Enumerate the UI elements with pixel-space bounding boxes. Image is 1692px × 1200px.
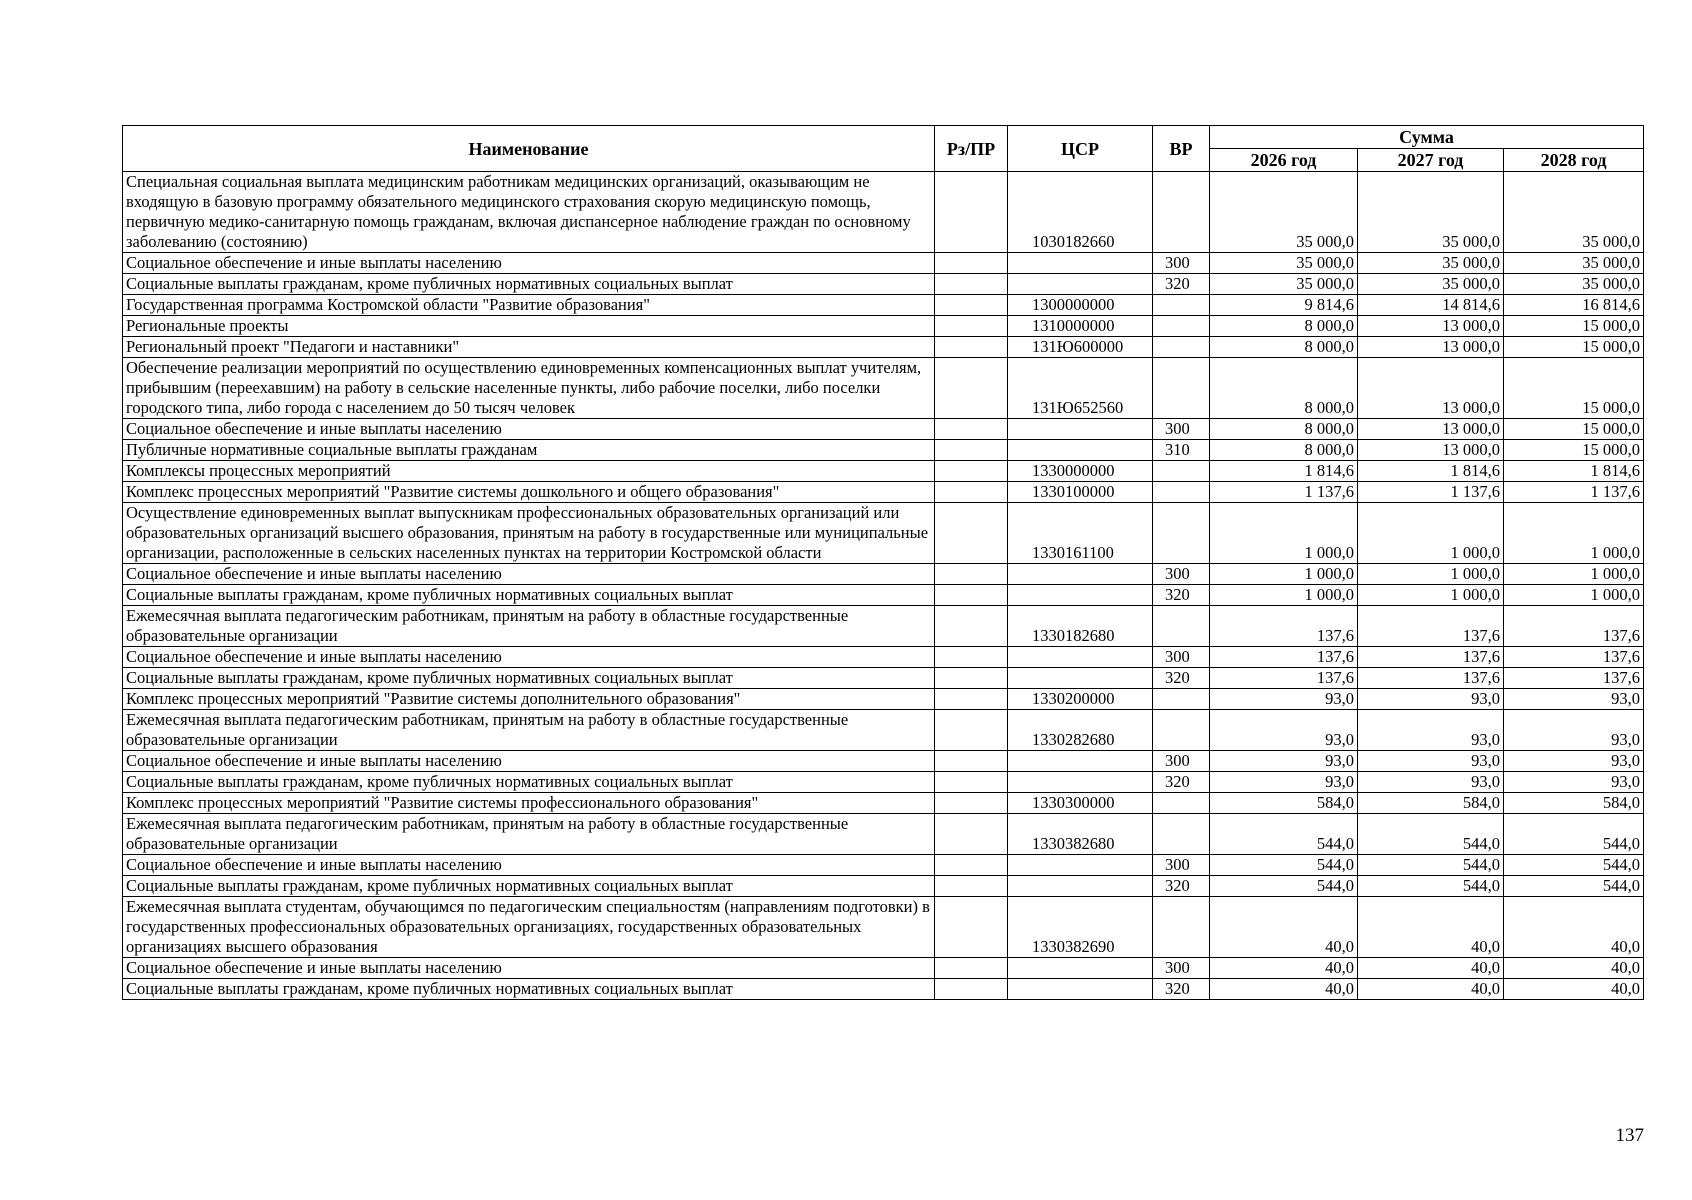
cell-name: Социальные выплаты гражданам, кроме публичных нормативных социальных выплат [123,585,935,606]
cell-2026: 1 000,0 [1210,503,1358,564]
cell-2028: 93,0 [1504,689,1644,710]
header-csr: ЦСР [1008,126,1153,172]
cell-2026: 8 000,0 [1210,316,1358,337]
cell-2026: 40,0 [1210,897,1358,958]
cell-2028: 35 000,0 [1504,253,1644,274]
cell-2027: 1 000,0 [1358,503,1504,564]
cell-2028: 93,0 [1504,772,1644,793]
cell-csr [1008,668,1153,689]
cell-csr: 1330000000 [1008,461,1153,482]
cell-name: Осуществление единовременных выплат выпускникам профессиональных образовательных организаций или образовательных организаций высшего образования, принятым на работу в государственные или муниципальные организации, расположенные в сельских населенных пунктах на территории Костромской области [123,503,935,564]
cell-name: Ежемесячная выплата студентам, обучающимся по педагогическим специальностям (направлениям подготовки) в государственных профессиональных образовательных организациях, государственных образовательных организациях высшего образования [123,897,935,958]
cell-vr [1153,295,1210,316]
cell-csr: 131Ю652560 [1008,358,1153,419]
cell-vr: 300 [1153,647,1210,668]
cell-vr [1153,337,1210,358]
cell-csr [1008,958,1153,979]
table-row [123,503,1644,564]
cell-vr: 320 [1153,876,1210,897]
table-row [123,689,1644,710]
cell-2027: 137,6 [1358,606,1504,647]
cell-csr: 1330382690 [1008,897,1153,958]
cell-2028: 15 000,0 [1504,337,1644,358]
cell-rzpr [935,814,1008,855]
table-row [123,814,1644,855]
cell-name: Публичные нормативные социальные выплаты гражданам [123,440,935,461]
cell-2028: 1 814,6 [1504,461,1644,482]
cell-vr: 320 [1153,772,1210,793]
cell-name: Социальное обеспечение и иные выплаты населению [123,958,935,979]
cell-2026: 35 000,0 [1210,253,1358,274]
cell-vr [1153,461,1210,482]
cell-2027: 1 000,0 [1358,564,1504,585]
cell-2027: 13 000,0 [1358,419,1504,440]
cell-name: Социальные выплаты гражданам, кроме публичных нормативных социальных выплат [123,979,935,1000]
cell-name: Обеспечение реализации мероприятий по осуществлению единовременных компенсационных выплат учителям, прибывшим (переехавшим) на работу в сельские населенные пункты, либо рабочие поселки, либо поселки городского типа, либо города с населением до 50 тысяч человек [123,358,935,419]
cell-2027: 13 000,0 [1358,358,1504,419]
table-row [123,274,1644,295]
table-row [123,606,1644,647]
cell-2026: 93,0 [1210,751,1358,772]
cell-name: Социальное обеспечение и иные выплаты населению [123,751,935,772]
cell-rzpr [935,958,1008,979]
cell-name: Социальные выплаты гражданам, кроме публичных нормативных социальных выплат [123,772,935,793]
cell-2026: 8 000,0 [1210,337,1358,358]
cell-2028: 16 814,6 [1504,295,1644,316]
cell-name: Социальные выплаты гражданам, кроме публичных нормативных социальных выплат [123,668,935,689]
cell-2027: 93,0 [1358,772,1504,793]
table-row [123,668,1644,689]
cell-2027: 137,6 [1358,668,1504,689]
cell-name: Ежемесячная выплата педагогическим работникам, принятым на работу в областные государственные образовательные организации [123,710,935,751]
cell-2028: 35 000,0 [1504,274,1644,295]
cell-2028: 40,0 [1504,958,1644,979]
cell-2027: 14 814,6 [1358,295,1504,316]
cell-vr [1153,503,1210,564]
cell-2026: 1 814,6 [1210,461,1358,482]
cell-vr: 300 [1153,751,1210,772]
cell-name: Специальная социальная выплата медицинским работникам медицинских организаций, оказывающим не входящую в базовую программу обязательного медицинского страхования скорую медицинскую помощь, первичную медико-санитарную помощь гражданам, включая диспансерное наблюдение граждан по основному заболеванию (состоянию) [123,172,935,253]
cell-csr [1008,855,1153,876]
cell-2027: 35 000,0 [1358,172,1504,253]
cell-2026: 8 000,0 [1210,440,1358,461]
cell-name: Социальное обеспечение и иные выплаты населению [123,564,935,585]
cell-csr [1008,751,1153,772]
table-row [123,585,1644,606]
cell-vr: 300 [1153,958,1210,979]
cell-vr: 300 [1153,419,1210,440]
budget-table-container [122,125,1643,1000]
cell-2027: 40,0 [1358,958,1504,979]
cell-vr [1153,793,1210,814]
cell-2026: 544,0 [1210,814,1358,855]
cell-2027: 137,6 [1358,647,1504,668]
cell-vr [1153,689,1210,710]
cell-2028: 1 137,6 [1504,482,1644,503]
cell-rzpr [935,585,1008,606]
cell-name: Комплексы процессных мероприятий [123,461,935,482]
cell-2027: 35 000,0 [1358,274,1504,295]
cell-vr: 300 [1153,253,1210,274]
table-row [123,647,1644,668]
cell-name: Социальные выплаты гражданам, кроме публичных нормативных социальных выплат [123,876,935,897]
cell-rzpr [935,897,1008,958]
cell-rzpr [935,689,1008,710]
cell-2026: 584,0 [1210,793,1358,814]
cell-2026: 93,0 [1210,710,1358,751]
cell-rzpr [935,419,1008,440]
cell-vr: 320 [1153,585,1210,606]
cell-2026: 93,0 [1210,772,1358,793]
cell-csr: 1300000000 [1008,295,1153,316]
cell-rzpr [935,668,1008,689]
cell-csr [1008,419,1153,440]
cell-2026: 93,0 [1210,689,1358,710]
table-row [123,461,1644,482]
cell-rzpr [935,461,1008,482]
header-vr: ВР [1153,126,1210,172]
cell-rzpr [935,793,1008,814]
cell-name: Комплекс процессных мероприятий "Развитие системы дошкольного и общего образования" [123,482,935,503]
table-row [123,751,1644,772]
cell-csr [1008,772,1153,793]
table-row [123,793,1644,814]
cell-2028: 544,0 [1504,814,1644,855]
table-row [123,855,1644,876]
cell-rzpr [935,253,1008,274]
cell-csr [1008,253,1153,274]
cell-name: Социальные выплаты гражданам, кроме публичных нормативных социальных выплат [123,274,935,295]
cell-name: Ежемесячная выплата педагогическим работникам, принятым на работу в областные государственные образовательные организации [123,814,935,855]
cell-2026: 40,0 [1210,979,1358,1000]
cell-rzpr [935,979,1008,1000]
cell-csr: 1330282680 [1008,710,1153,751]
table-body [123,172,1644,1000]
cell-2026: 8 000,0 [1210,358,1358,419]
cell-vr [1153,814,1210,855]
cell-rzpr [935,358,1008,419]
cell-name: Ежемесячная выплата педагогическим работникам, принятым на работу в областные государственные образовательные организации [123,606,935,647]
cell-vr [1153,358,1210,419]
cell-name: Региональные проекты [123,316,935,337]
cell-vr: 310 [1153,440,1210,461]
cell-2026: 1 000,0 [1210,564,1358,585]
cell-2028: 544,0 [1504,876,1644,897]
cell-rzpr [935,295,1008,316]
cell-csr: 1330161100 [1008,503,1153,564]
cell-2028: 544,0 [1504,855,1644,876]
cell-2027: 93,0 [1358,751,1504,772]
cell-2027: 40,0 [1358,897,1504,958]
cell-2026: 35 000,0 [1210,274,1358,295]
cell-name: Социальное обеспечение и иные выплаты населению [123,647,935,668]
cell-csr [1008,647,1153,668]
table-row [123,337,1644,358]
header-name: Наименование [123,126,935,172]
cell-2028: 137,6 [1504,668,1644,689]
cell-csr: 1330300000 [1008,793,1153,814]
cell-2027: 35 000,0 [1358,253,1504,274]
cell-2027: 13 000,0 [1358,316,1504,337]
cell-csr: 1310000000 [1008,316,1153,337]
cell-rzpr [935,316,1008,337]
table-row [123,482,1644,503]
cell-2026: 35 000,0 [1210,172,1358,253]
cell-vr: 320 [1153,979,1210,1000]
cell-2027: 584,0 [1358,793,1504,814]
table-row [123,710,1644,751]
cell-vr [1153,897,1210,958]
cell-csr: 1030182660 [1008,172,1153,253]
cell-rzpr [935,751,1008,772]
table-row [123,564,1644,585]
cell-2028: 1 000,0 [1504,503,1644,564]
cell-csr: 1330182680 [1008,606,1153,647]
cell-name: Комплекс процессных мероприятий "Развитие системы дополнительного образования" [123,689,935,710]
cell-2026: 9 814,6 [1210,295,1358,316]
cell-2026: 8 000,0 [1210,419,1358,440]
cell-2028: 584,0 [1504,793,1644,814]
table-row [123,316,1644,337]
cell-2027: 40,0 [1358,979,1504,1000]
cell-2027: 544,0 [1358,855,1504,876]
cell-2028: 35 000,0 [1504,172,1644,253]
cell-csr [1008,876,1153,897]
table-header [123,126,1644,172]
cell-vr: 320 [1153,274,1210,295]
cell-name: Социальное обеспечение и иные выплаты населению [123,419,935,440]
cell-2026: 1 137,6 [1210,482,1358,503]
cell-2027: 1 814,6 [1358,461,1504,482]
cell-name: Государственная программа Костромской области "Развитие образования" [123,295,935,316]
cell-2028: 137,6 [1504,647,1644,668]
cell-csr [1008,274,1153,295]
cell-name: Социальное обеспечение и иные выплаты населению [123,855,935,876]
cell-rzpr [935,710,1008,751]
cell-2027: 13 000,0 [1358,337,1504,358]
cell-2027: 93,0 [1358,710,1504,751]
cell-2028: 40,0 [1504,979,1644,1000]
cell-2027: 1 137,6 [1358,482,1504,503]
header-year-2026: 2026 год [1210,149,1358,172]
cell-rzpr [935,564,1008,585]
cell-2027: 13 000,0 [1358,440,1504,461]
cell-csr: 1330100000 [1008,482,1153,503]
cell-rzpr [935,274,1008,295]
cell-vr: 300 [1153,564,1210,585]
table-row [123,897,1644,958]
cell-2026: 137,6 [1210,606,1358,647]
table-row [123,876,1644,897]
cell-vr: 300 [1153,855,1210,876]
header-year-2028: 2028 год [1504,149,1644,172]
cell-rzpr [935,876,1008,897]
cell-name: Региональный проект "Педагоги и наставники" [123,337,935,358]
cell-vr [1153,482,1210,503]
table-row [123,772,1644,793]
cell-rzpr [935,503,1008,564]
cell-csr: 1330200000 [1008,689,1153,710]
table-row [123,419,1644,440]
table-row [123,295,1644,316]
budget-table [122,125,1644,1000]
cell-2027: 1 000,0 [1358,585,1504,606]
header-rzpr: Рз/ПР [935,126,1008,172]
cell-2028: 40,0 [1504,897,1644,958]
cell-2028: 93,0 [1504,751,1644,772]
cell-2026: 1 000,0 [1210,585,1358,606]
cell-2028: 93,0 [1504,710,1644,751]
cell-csr [1008,440,1153,461]
table-row [123,358,1644,419]
cell-csr [1008,585,1153,606]
cell-csr: 1330382680 [1008,814,1153,855]
cell-vr [1153,172,1210,253]
cell-2026: 137,6 [1210,647,1358,668]
cell-2026: 137,6 [1210,668,1358,689]
cell-2027: 544,0 [1358,814,1504,855]
cell-rzpr [935,440,1008,461]
table-row [123,979,1644,1000]
cell-name: Социальное обеспечение и иные выплаты населению [123,253,935,274]
cell-2027: 544,0 [1358,876,1504,897]
table-row [123,958,1644,979]
table-row [123,172,1644,253]
cell-vr [1153,710,1210,751]
cell-csr: 131Ю600000 [1008,337,1153,358]
cell-2028: 15 000,0 [1504,419,1644,440]
cell-vr: 320 [1153,668,1210,689]
cell-name: Комплекс процессных мероприятий "Развитие системы профессионального образования" [123,793,935,814]
cell-2027: 93,0 [1358,689,1504,710]
cell-2028: 15 000,0 [1504,358,1644,419]
cell-rzpr [935,772,1008,793]
table-row [123,440,1644,461]
cell-vr [1153,606,1210,647]
header-sum: Сумма [1210,126,1644,149]
cell-2026: 40,0 [1210,958,1358,979]
page-number: 137 [1615,1125,1644,1146]
cell-rzpr [935,482,1008,503]
header-year-2027: 2027 год [1358,149,1504,172]
cell-rzpr [935,172,1008,253]
cell-2026: 544,0 [1210,855,1358,876]
cell-2028: 1 000,0 [1504,564,1644,585]
cell-2028: 1 000,0 [1504,585,1644,606]
cell-2028: 15 000,0 [1504,316,1644,337]
cell-csr [1008,979,1153,1000]
table-row [123,253,1644,274]
cell-rzpr [935,855,1008,876]
cell-rzpr [935,647,1008,668]
cell-rzpr [935,606,1008,647]
cell-2028: 137,6 [1504,606,1644,647]
cell-2028: 15 000,0 [1504,440,1644,461]
cell-csr [1008,564,1153,585]
cell-rzpr [935,337,1008,358]
cell-vr [1153,316,1210,337]
cell-2026: 544,0 [1210,876,1358,897]
